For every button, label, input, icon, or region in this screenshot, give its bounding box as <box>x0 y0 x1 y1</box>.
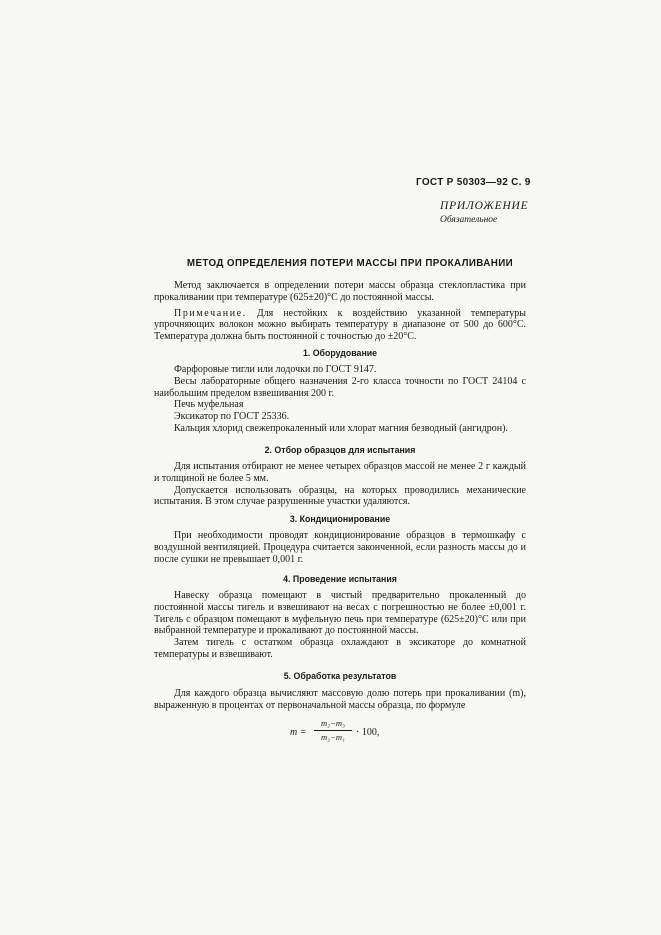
section-body-sampling <box>154 461 526 508</box>
fraction-bar <box>314 730 352 731</box>
equipment-line: Фарфоровые тигли или лодочки по ГОСТ 9147. <box>174 364 377 375</box>
section-heading-sampling: 2. Отбор образцов для испытания <box>264 445 416 455</box>
sampling-line: Для испытания отбирают не менее четырех образцов массой не менее 2 г каждый и толщиной не более 5 мм. <box>154 461 526 484</box>
mass-loss-formula <box>290 718 410 748</box>
sampling-line: Допускается использовать образцы, на которых проводились механические испытания. В этом случае разрушенные участки удаляются. <box>154 484 526 508</box>
appendix-label <box>440 200 570 225</box>
intro-paragraph: Метод заключается в определении потери массы образца стеклопластика при прокаливании при температуре (625±20)°С до постоянной массы. <box>154 280 526 303</box>
section-heading-results: 5. Обработка результатов <box>283 671 397 681</box>
note-text: Для нестойких к воздействию указанной температуры упрочняющих волокон можно выбирать температуру в диапазоне от 500 до 600°С. Температура должна быть постоянной с точностью до ±20°С. <box>154 307 526 343</box>
note-label: Примечание. <box>174 307 247 319</box>
intro-text <box>154 280 526 343</box>
section-body-conditioning <box>154 530 526 565</box>
standard-code: ГОСТ Р 50303—92 С. 9 <box>416 177 531 188</box>
section-body-procedure <box>154 590 526 661</box>
procedure-line: Навеску образца помещают в чистый предварительно прокаленный до постоянной массы тигель и взвешивают на весах с погрешностью не более ±0,001 г. Тигель с образцом помещают в муфельную печь при температуре (625±20)°С или при выбранной температуре и прокаливают до постоянной массы. <box>154 590 526 637</box>
formula-numerator: m₂−m₃ <box>321 718 345 728</box>
formula-lhs: m = <box>290 727 307 738</box>
section-heading-conditioning: 3. Кондиционирование <box>289 514 391 524</box>
formula-rhs: · 100, <box>356 727 380 738</box>
equipment-line: Весы лабораторные общего назначения 2-го класса точности по ГОСТ 24104 с наибольшим пределом взвешивания 200 г. <box>154 375 526 399</box>
method-title: МЕТОД ОПРЕДЕЛЕНИЯ ПОТЕРИ МАССЫ ПРИ ПРОКАЛИВАНИИ <box>186 258 514 269</box>
results-line: Для каждого образца вычисляют массовую долю потерь при прокаливании (m), выраженную в процентах от первоначальной массы образца, по формуле <box>154 688 526 711</box>
conditioning-line: При необходимости проводят кондиционирование образцов в термошкафу с воздушной вентиляцией. Процедура считается законченной, если разность массы до и после сушки не превышает 0,001 г. <box>154 530 526 565</box>
section-heading-procedure: 4. Проведение испытания <box>283 574 397 584</box>
equipment-line: Эксикатор по ГОСТ 25336. <box>174 411 290 423</box>
note-paragraph <box>154 308 526 343</box>
section-body-results <box>154 688 526 712</box>
equipment-line: Печь муфельная <box>174 399 244 411</box>
section-body-equipment <box>154 364 526 435</box>
section-heading-equipment: 1. Оборудование <box>302 348 378 358</box>
equipment-line: Кальция хлорид свежепрокаленный или хлорат магния безводный (ангидрон). <box>174 422 508 434</box>
formula-denominator: m₂−m₁ <box>321 732 345 742</box>
appendix-status: Обязательное <box>440 215 498 225</box>
procedure-line: Затем тигель с остатком образца охлаждают в эксикаторе до комнатной температуры и взвешивают. <box>154 637 526 660</box>
appendix-title: ПРИЛОЖЕНИЕ <box>440 200 529 212</box>
